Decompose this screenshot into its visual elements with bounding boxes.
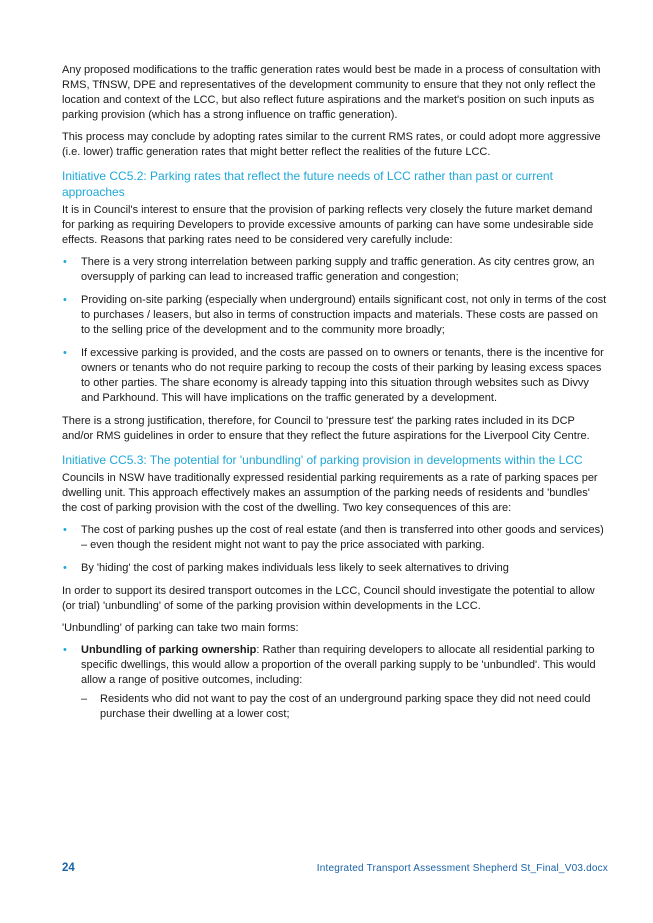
intro-paragraph-2: This process may conclude by adopting rates similar to the current RMS rates, or could adopt more aggressive (i.e. lower) traffic generation rates that might better reflect the realities of the future LCC.	[62, 131, 601, 158]
bullet-marker: •	[63, 562, 67, 574]
ownership-term: Unbundling of parking ownership	[81, 644, 257, 656]
cc52-intro: It is in Council's interest to ensure that the provision of parking reflects very closely the future market demand for parking as requiring Developers to provide excessive amounts of parking can have some undesirable side effects. Reasons that parking rates need to be considered very carefully include:	[62, 204, 594, 246]
list-item	[81, 692, 608, 722]
ownership-description: : Rather than requiring developers to allocate all residential parking to specific dwellings, this would allow a proportion of the overall parking supply to be 'unbundled'. This would allow a range of positive outcomes, including:	[81, 644, 596, 686]
cc52-conclusion: There is a strong justification, therefore, for Council to 'pressure test' the parking rates included in its DCP and/or RMS guidelines in order to ensure that they reflect the future aspirations for the Liverpool City Centre.	[62, 415, 590, 442]
list-item-text: The cost of parking pushes up the cost of real estate (and then is transferred into other goods and services) – even though the resident might not want to pay the price associated with parking.	[81, 524, 604, 551]
bullet-marker: •	[63, 524, 67, 536]
list-item-text: If excessive parking is provided, and the costs are passed on to owners or tenants, there is the incentive for owners or tenants who do not require parking to recoup the costs of their parking by leasing excess spaces to other parties. The share economy is already tapping into this situation through websites such as Divvy and Parkhound. This will have implications on the traffic generated by a development.	[81, 347, 604, 404]
cc53-forms-paragraph: 'Unbundling' of parking can take two main forms:	[62, 622, 299, 634]
intro-paragraph-1: Any proposed modifications to the traffic generation rates would best be made in a process of consultation with RMS, TfNSW, DPE and representatives of the development community to ensure that they not only reflect the location and context of the LCC, but also reflect future aspirations and the market's position on such inputs as parking provision (which has a strong influence on traffic generation).	[62, 64, 601, 121]
cc53-intro: Councils in NSW have traditionally expressed residential parking requirements as a rate of parking spaces per dwelling unit. This approach effectively makes an assumption of the parking needs of residents and 'bundles' the cost of parking provision with the cost of the dwelling. Two key consequences of this are:	[62, 472, 598, 514]
unbundling-forms-list	[62, 643, 608, 688]
ownership-sub-list	[62, 692, 608, 722]
dash-marker: –	[81, 693, 88, 705]
cc52-heading: Initiative CC5.2: Parking rates that reflect the future needs of LCC rather than past or current approaches	[62, 169, 553, 199]
bullet-marker: •	[63, 294, 67, 306]
cc53-heading: Initiative CC5.3: The potential for 'unbundling' of parking provision in developments within the LCC	[62, 453, 583, 467]
cc52-bullet-list	[62, 255, 608, 406]
list-item-text: There is a very strong interrelation between parking supply and traffic generation. As city centres grow, an oversupply of parking can lead to increased traffic generation and congestion;	[81, 256, 595, 283]
list-item	[62, 643, 608, 688]
bullet-marker: •	[63, 644, 67, 656]
list-item	[62, 255, 608, 285]
page-number: 24	[62, 862, 75, 874]
page-body	[62, 63, 608, 722]
bullet-marker: •	[63, 347, 67, 359]
list-item-text: Residents who did not want to pay the cost of an underground parking space they did not need could purchase their dwelling at a lower cost;	[100, 693, 591, 720]
cc53-bullet-list	[62, 523, 608, 576]
document-name: Integrated Transport Assessment Shepherd St_Final_V03.docx	[316, 863, 608, 874]
list-item	[62, 523, 608, 553]
list-item	[62, 561, 608, 576]
list-item-text: By 'hiding' the cost of parking makes individuals less likely to seek alternatives to driving	[81, 562, 509, 574]
list-item-text: Providing on-site parking (especially when underground) entails significant cost, not only in terms of the cost to purchases / leasers, but also in terms of construction impacts and materials. These costs are passed on to the selling price of the development and to the community more broadly;	[81, 294, 607, 336]
cc53-order-paragraph: In order to support its desired transport outcomes in the LCC, Council should investigate the potential to allow (or trial) 'unbundling' of some of the parking provision within developments in the LCC.	[62, 585, 595, 612]
list-item	[62, 293, 608, 338]
list-item	[62, 346, 608, 406]
bullet-marker: •	[63, 256, 67, 268]
